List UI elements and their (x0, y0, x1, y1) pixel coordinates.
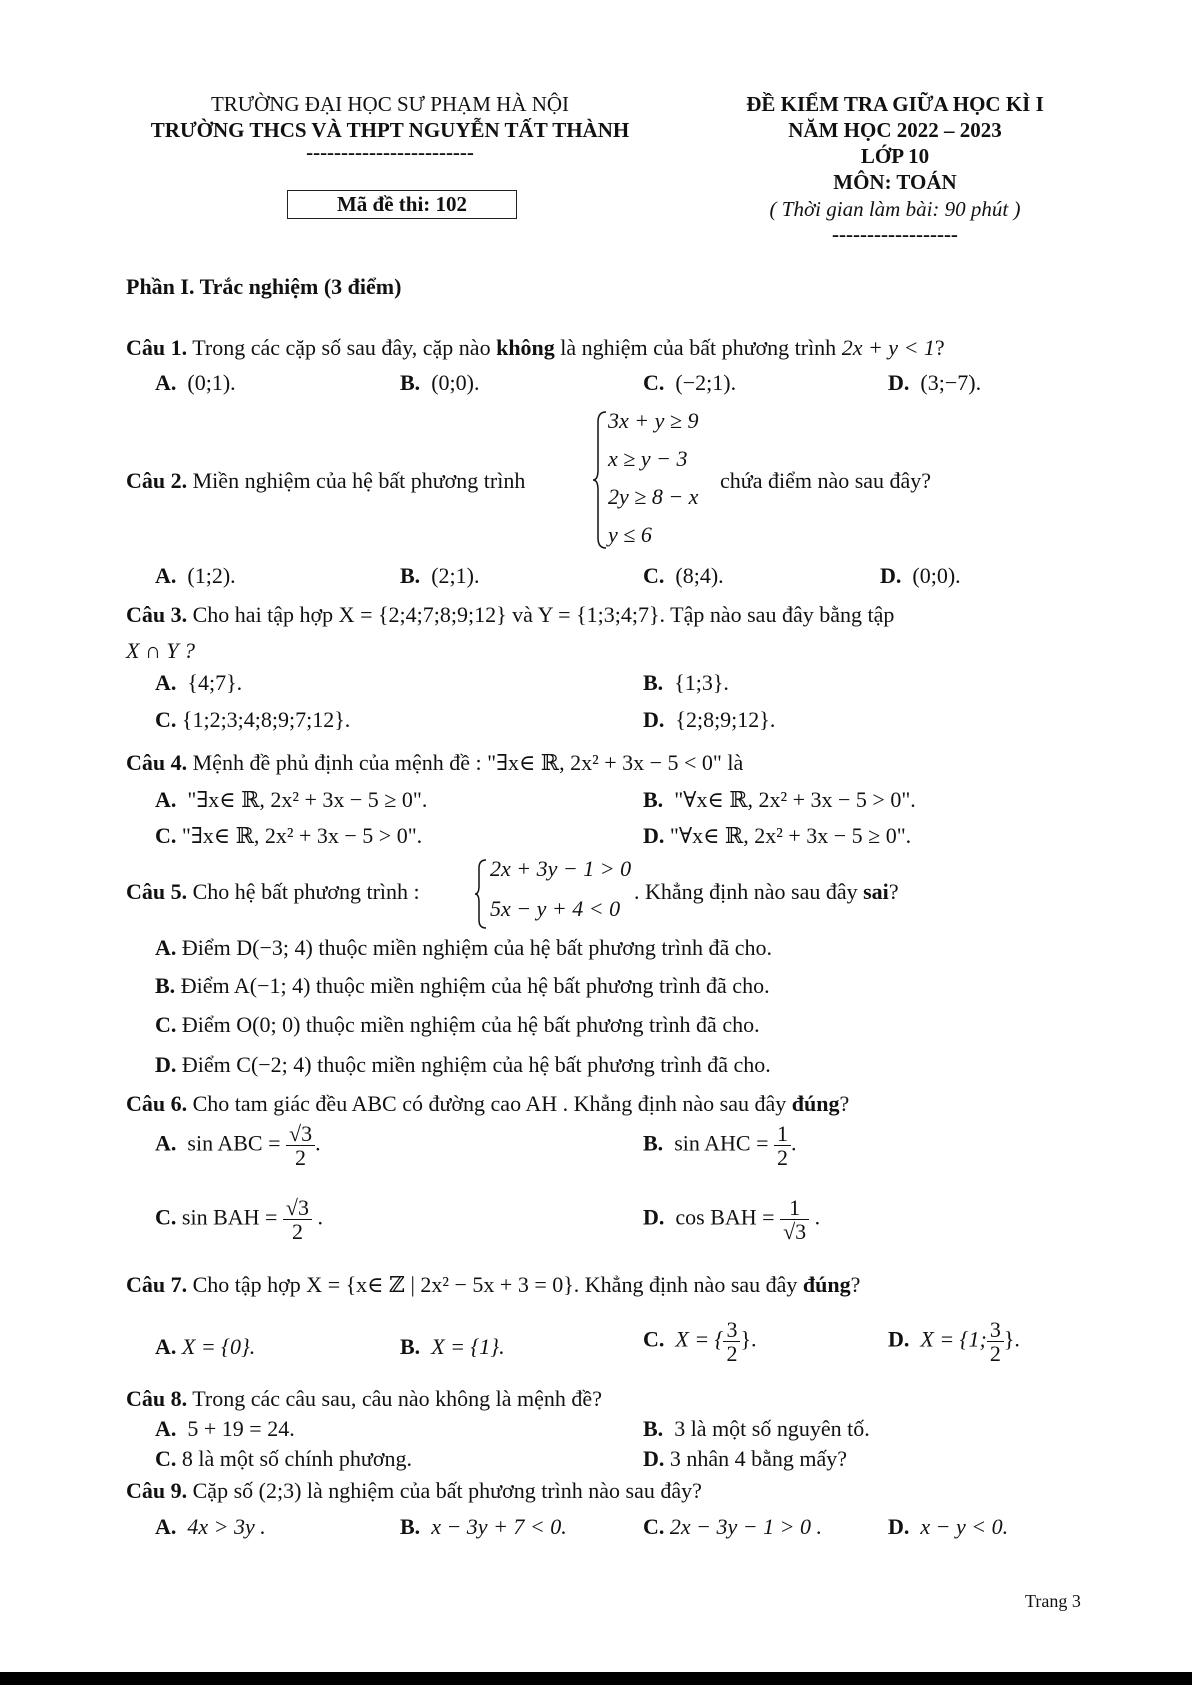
option-d[interactable]: D. (3;−7). (888, 370, 982, 395)
option-b[interactable]: B. (0;0). (400, 370, 480, 395)
option-a[interactable]: A. sin ABC = $\frac{√3}{2}$ . (155, 1121, 321, 1171)
system-line: 2x + 3y − 1 > 0 (490, 856, 632, 881)
option-b[interactable]: B. 3 là một số nguyên tố. (643, 1416, 870, 1441)
question-label: Câu 1. (126, 335, 188, 360)
option-a[interactable]: A. Điểm D(−3; 4) thuộc miền nghiệm của hệ bất phương trình đã cho. (155, 935, 772, 960)
school-name-university: TRƯỜNG ĐẠI HỌC SƯ PHẠM HÀ NỘI (210, 92, 570, 116)
system-brace (474, 858, 488, 930)
left-divider: ------------------------ (306, 140, 474, 164)
time-limit: ( Thời gian làm bài: 90 phút ) (769, 197, 1021, 221)
question-1: Câu 1. Trong các cặp số sau đây, cặp nào không là nghiệm của bất phương trình 2x + y < 1? (126, 335, 945, 360)
option-b[interactable]: B. X = {1}. (400, 1334, 505, 1359)
option-d[interactable]: D. x − y < 0. (888, 1514, 1009, 1539)
option-d[interactable]: D. 3 nhân 4 bằng mấy? (643, 1446, 848, 1471)
page-number: Trang 3 (1025, 1591, 1081, 1611)
question-3-line2: X ∩ Y ? (126, 638, 196, 663)
option-a[interactable]: A. (1;2). (155, 563, 236, 588)
option-c[interactable]: C. (8;4). (643, 563, 724, 588)
option-b[interactable]: B. sin AHC = $\frac{1}{2}$ . (643, 1121, 797, 1171)
school-year: NĂM HỌC 2022 – 2023 (788, 118, 1002, 142)
option-d[interactable]: D. (0;0). (880, 563, 961, 588)
system-line: y ≤ 6 (608, 522, 652, 547)
option-b[interactable]: B. "∀x∈ ℝ, 2x² + 3x − 5 > 0". (643, 787, 916, 812)
math-expression: 2x + y < 1 (841, 335, 935, 360)
grade: LỚP 10 (860, 144, 930, 168)
option-a[interactable]: A. "∃x∈ ℝ, 2x² + 3x − 5 ≥ 0". (155, 787, 428, 812)
section-title: Phần I. Trắc nghiệm (3 điểm) (126, 274, 402, 299)
option-d[interactable]: D. cos BAH = $\frac{1}{√3}$ . (643, 1195, 821, 1245)
option-a[interactable]: A. 5 + 19 = 24. (155, 1416, 295, 1441)
option-a[interactable]: A. X = {0}. (155, 1334, 256, 1359)
option-c[interactable]: C. "∃x∈ ℝ, 2x² + 3x − 5 > 0". (155, 823, 423, 848)
question-2: Câu 2. Miền nghiệm của hệ bất phương trình (126, 468, 526, 493)
option-b[interactable]: B. x − 3y + 7 < 0. (400, 1514, 567, 1539)
question-5: Câu 5. Cho hệ bất phương trình : (126, 879, 420, 904)
system-brace (592, 410, 608, 550)
right-divider: ------------------ (832, 222, 958, 246)
option-d[interactable]: D. {2;8;9;12}. (643, 707, 776, 732)
question-4: Câu 4. Mệnh đề phủ định của mệnh đề : "∃x∈ ℝ, 2x² + 3x − 5 < 0" là (126, 750, 744, 775)
option-c[interactable]: C. X = { $\frac{3}{2}$ }. (643, 1317, 757, 1367)
option-a[interactable]: A. {4;7}. (155, 670, 243, 695)
question-3: Câu 3. Cho hai tập hợp X = {2;4;7;8;9;12} và Y = {1;3;4;7}. Tập nào sau đây bằng tập (126, 602, 895, 627)
option-b[interactable]: B. (2;1). (400, 563, 480, 588)
option-d[interactable]: D. X = {1; $\frac{3}{2}$ }. (888, 1317, 1020, 1367)
option-c[interactable]: C. 2x − 3y − 1 > 0 . (643, 1514, 822, 1539)
option-d[interactable]: D. "∀x∈ ℝ, 2x² + 3x − 5 ≥ 0". (643, 823, 912, 848)
bottom-edge (0, 1672, 1192, 1685)
question-2-tail: chứa điểm nào sau đây? (720, 468, 932, 493)
question-7: Câu 7. Cho tập hợp X = {x∈ ℤ | 2x² − 5x + 3 = 0}. Khẳng định nào sau đây đúng? (126, 1272, 861, 1297)
question-5-tail: . Khẳng định nào sau đây sai? (634, 879, 899, 904)
option-c[interactable]: C. sin BAH = $\frac{√3}{2}$ . (155, 1195, 323, 1245)
exam-code-box (287, 190, 517, 219)
question-9: Câu 9. Cặp số (2;3) là nghiệm của bất phương trình nào sau đây? (126, 1478, 702, 1503)
system-line: 2y ≥ 8 − x (608, 484, 699, 509)
option-a[interactable]: A. 4x > 3y . (155, 1514, 266, 1539)
exam-code: Mã đề thi: 102 (336, 192, 468, 216)
subject: MÔN: TOÁN (833, 170, 957, 194)
system-line: 5x − y + 4 < 0 (490, 896, 621, 921)
school-name: TRƯỜNG THCS VÀ THPT NGUYỄN TẤT THÀNH (150, 118, 630, 142)
exam-title: ĐỀ KIỂM TRA GIỮA HỌC KÌ I (746, 92, 1044, 116)
option-a[interactable]: A. (0;1). (155, 370, 236, 395)
option-b[interactable]: B. Điểm A(−1; 4) thuộc miền nghiệm của hệ bất phương trình đã cho. (155, 973, 770, 998)
option-c[interactable]: C. (−2;1). (643, 370, 737, 395)
option-c[interactable]: C. {1;2;3;4;8;9;7;12}. (155, 707, 351, 732)
system-line: x ≥ y − 3 (608, 446, 688, 471)
question-6: Câu 6. Cho tam giác đều ABC có đường cao AH . Khẳng định nào sau đây đúng? (126, 1091, 850, 1116)
option-d[interactable]: D. Điểm C(−2; 4) thuộc miền nghiệm của hệ bất phương trình đã cho. (155, 1052, 771, 1077)
system-line: 3x + y ≥ 9 (608, 408, 699, 433)
question-8: Câu 8. Trong các câu sau, câu nào không là mệnh đề? (126, 1386, 602, 1411)
option-c[interactable]: C. 8 là một số chính phương. (155, 1446, 412, 1471)
option-c[interactable]: C. Điểm O(0; 0) thuộc miền nghiệm của hệ bất phương trình đã cho. (155, 1012, 760, 1037)
option-b[interactable]: B. {1;3}. (643, 670, 729, 695)
